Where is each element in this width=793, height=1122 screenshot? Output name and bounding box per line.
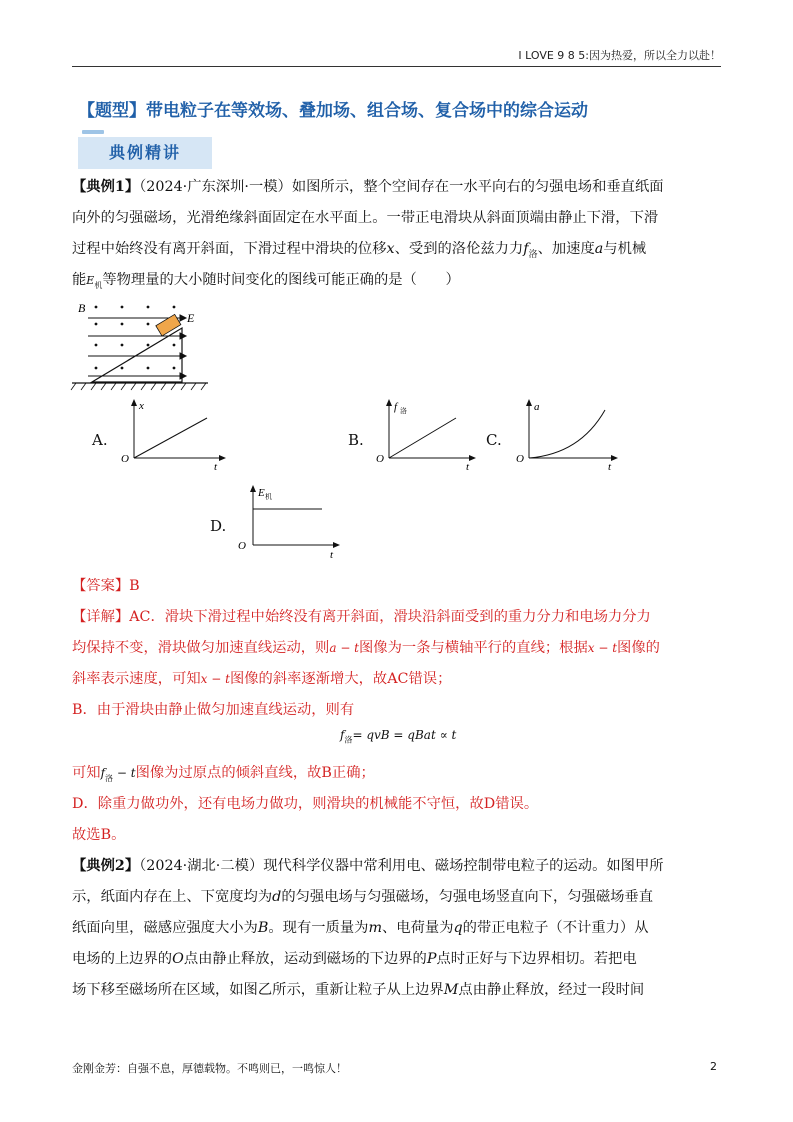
text-seg: 点由静止释放，经过一段时间 — [458, 982, 645, 998]
page-header-text: I LOVE 9 8 5:因为热爱，所以全力以赴！ — [518, 49, 721, 62]
option-b-label[interactable]: B. — [348, 431, 364, 449]
example1-line2: 向外的匀强磁场，光滑绝缘斜面固定在水平面上。一带正电滑块从斜面顶端由静止下滑，下滑 — [72, 210, 659, 226]
option-a-label[interactable]: A. — [92, 431, 108, 449]
var-f: f — [340, 728, 345, 742]
detail-line7: D．除重力做功外，还有电场力做功，则滑块的机械能不守恒，故D错误。 — [72, 796, 539, 812]
x-axis-label: t — [330, 549, 334, 561]
y-axis-sub: 机 — [265, 493, 272, 501]
x-axis-label: t — [214, 461, 218, 471]
text-seg: 斜率表示速度，可知 — [72, 671, 201, 687]
option-c-graph[interactable] — [510, 396, 622, 471]
formula-body: = qvB = qBat ∝ t — [352, 728, 457, 742]
sub-luo: 洛 — [528, 249, 538, 260]
origin-label: O — [121, 453, 129, 465]
text-seg: 等物理量的大小随时间变化的图线可能正确的是（ ） — [102, 272, 460, 288]
text-seg: 点时正好与下边界相切。若把电 — [436, 951, 637, 967]
text-seg: 的带正电粒子（不计重力）从 — [462, 920, 649, 936]
x-axis-arrow — [611, 455, 618, 461]
example2-line2 — [72, 882, 722, 913]
text-seg: 场下移至磁场所在区域，如图乙所示，重新让粒子从上边界 — [72, 982, 444, 998]
var-f: f — [100, 766, 106, 780]
x-axis-arrow — [333, 542, 340, 548]
var-d: d — [272, 889, 282, 905]
footer-motto: 金刚金芳：自强不息，厚德载物。不鸣则已，一鸣惊人！ — [72, 1062, 347, 1075]
y-axis-arrow — [386, 399, 392, 406]
example1-tag: 【典例1】 — [72, 179, 140, 195]
math-a-t: a − t — [329, 641, 360, 655]
ground-hatch — [71, 383, 206, 390]
sub-luo: 洛 — [344, 735, 353, 745]
detail-line3 — [72, 664, 722, 695]
text-seg: 图像为一条与横轴平行的直线；根据 — [359, 640, 588, 656]
detail-line1 — [72, 602, 722, 633]
y-axis-arrow — [131, 399, 137, 406]
example2-line3 — [72, 913, 722, 944]
text-seg: 均保持不变，滑块做匀加速直线运动，则 — [72, 640, 330, 656]
example2-line5 — [72, 975, 722, 1006]
example2-tag: 【典例2】 — [72, 858, 140, 874]
text-seg: 、加速度 — [537, 241, 595, 257]
text-seg: AC．滑块下滑过程中始终没有离开斜面，滑块沿斜面受到的重力分力和电场力分力 — [129, 609, 651, 625]
detail-line4: B．由于滑块由静止做匀加速直线运动，则有 — [72, 702, 355, 718]
y-axis-label: f — [394, 401, 398, 413]
text-seg: 的匀强电场与匀强磁场，匀强电场竖直向下，匀强磁场垂直 — [281, 889, 654, 905]
y-axis-label: x — [139, 400, 144, 412]
example2-line4 — [72, 944, 722, 975]
text-seg: 能 — [72, 272, 87, 288]
example1-line1 — [72, 172, 722, 203]
magnetic-field-dots — [95, 306, 176, 370]
example1-source: （2024·广东深圳·一模） — [139, 179, 292, 195]
y-axis-label: a — [534, 401, 540, 413]
var-B: B — [257, 920, 269, 936]
detail-line2 — [72, 633, 722, 664]
var-f: f — [523, 241, 529, 257]
var-m: m — [368, 920, 383, 936]
sub-luo: 洛 — [105, 773, 114, 783]
x-axis-label: t — [608, 461, 612, 471]
y-axis-label: E — [258, 487, 265, 499]
example1-text: 如图所示，整个空间存在一水平向右的匀强电场和垂直纸面 — [291, 179, 664, 195]
var-a: a — [594, 241, 604, 257]
option-a-graph[interactable] — [115, 396, 230, 471]
var-M: M — [443, 982, 459, 998]
var-x: x — [386, 241, 395, 257]
section-badge: 典例精讲 — [78, 137, 212, 169]
option-b-graph[interactable] — [370, 396, 480, 471]
text-seg: 点由静止释放，运动到磁场的下边界的 — [183, 951, 427, 967]
y-axis-sub: 洛 — [400, 407, 407, 415]
incline-field-figure — [70, 296, 210, 396]
graph-line — [134, 418, 207, 458]
answer: 【答案】B — [72, 578, 140, 594]
origin-label: O — [238, 540, 246, 552]
x-axis-arrow — [469, 455, 476, 461]
text-seg: 纸面向里，磁感应强度大小为 — [72, 920, 258, 936]
badge-decoration — [82, 130, 104, 134]
option-d-label[interactable]: D. — [210, 517, 227, 535]
math-f-t: − t — [113, 766, 136, 780]
figure-label-E: E — [187, 311, 195, 325]
x-axis-arrow — [219, 455, 226, 461]
text-seg: 电场的上边界的 — [72, 951, 173, 967]
y-axis-arrow — [526, 399, 532, 406]
graph-line — [389, 418, 456, 458]
detail-tag: 【详解】 — [72, 609, 130, 625]
origin-label: O — [516, 453, 524, 465]
figure-label-B: B — [78, 301, 86, 315]
graph-curve — [529, 410, 605, 458]
text-seg: 示，纸面内存在上、下宽度均为 — [72, 889, 273, 905]
var-O: O — [172, 951, 184, 967]
formula — [340, 728, 456, 745]
x-axis-label: t — [466, 461, 470, 471]
header-divider — [72, 66, 721, 67]
text-seg: 、电荷量为 — [382, 920, 454, 936]
text-seg: 可知 — [72, 765, 101, 781]
y-axis-arrow — [250, 485, 256, 492]
text-seg: 与机械 — [603, 241, 647, 257]
math-x-t: x − t — [587, 641, 618, 655]
text-seg: 过程中始终没有离开斜面，下滑过程中滑块的位移 — [72, 241, 387, 257]
var-q: q — [453, 920, 463, 936]
text-seg: 图像的 — [617, 640, 660, 656]
detail-line8: 故选B。 — [72, 827, 126, 843]
sub-ji: 机 — [94, 280, 103, 290]
text-seg: 图像为过原点的倾斜直线，故B正确； — [135, 765, 375, 781]
text-seg: 、受到的洛伦兹力力 — [394, 241, 524, 257]
example2-line1 — [72, 851, 722, 882]
origin-label: O — [376, 453, 384, 465]
math-x-t: x − t — [200, 672, 230, 686]
page-number: 2 — [710, 1060, 717, 1073]
text-seg: 。现有一质量为 — [268, 920, 369, 936]
var-P: P — [426, 951, 437, 967]
text-seg: 图像的斜率逐渐增大，故AC错误； — [229, 671, 452, 687]
option-c-label[interactable]: C. — [486, 431, 502, 449]
example2-source: （2024·湖北·二模） — [139, 858, 264, 874]
option-d-graph[interactable] — [234, 482, 344, 562]
var-E: E — [86, 274, 95, 287]
example2-text: 现代科学仪器中常利用电、磁场控制带电粒子的运动。如图甲所 — [263, 858, 664, 874]
topic-title: 【题型】带电粒子在等效场、叠加场、组合场、复合场中的综合运动 — [78, 101, 588, 121]
